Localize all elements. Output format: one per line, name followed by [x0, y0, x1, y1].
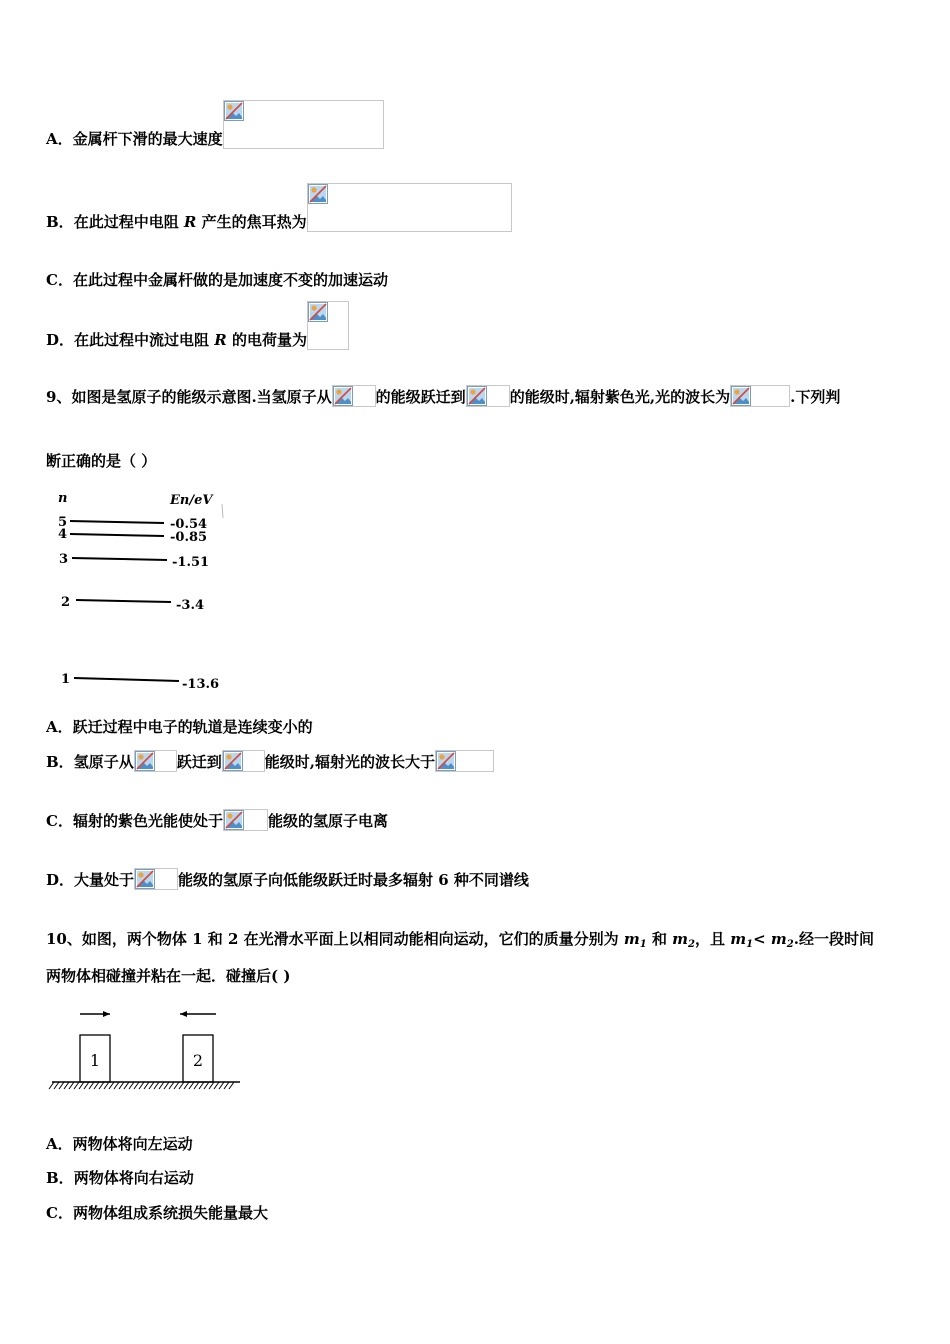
broken-image-icon — [731, 386, 751, 406]
level-line-1 — [74, 678, 179, 681]
hatch-mark — [169, 1082, 174, 1089]
level-energy-label: -0.85 — [170, 530, 208, 545]
q8-option-a: A．金属杆下滑的最大速度 — [46, 100, 384, 149]
hatch-mark — [184, 1082, 189, 1089]
level-n-label: 1 — [61, 672, 71, 687]
level-line-3 — [72, 558, 167, 560]
hatch-mark — [59, 1082, 64, 1089]
q9-option-c: C．辐射的紫色光能使处于 能级的氢原子电离 — [46, 809, 388, 831]
formula-image-placeholder — [134, 868, 178, 890]
broken-image-icon — [224, 810, 244, 830]
broken-image-icon — [135, 751, 155, 771]
hatch-mark — [189, 1082, 194, 1089]
broken-image-icon — [135, 869, 155, 889]
broken-image-icon — [308, 184, 328, 204]
hatch-mark — [194, 1082, 199, 1089]
formula-image-placeholder — [730, 385, 790, 407]
formula-image-placeholder — [435, 750, 494, 772]
formula-image-placeholder — [222, 750, 265, 772]
hatch-mark — [139, 1082, 144, 1089]
hatch-mark — [144, 1082, 149, 1089]
broken-image-icon — [436, 751, 456, 771]
formula-image-placeholder — [332, 385, 376, 407]
hatch-mark — [109, 1082, 114, 1089]
q9-option-b: B．氢原子从 跃迁到 能级时,辐射光的波长大于 — [46, 750, 494, 772]
hatch-mark — [179, 1082, 184, 1089]
hatch-mark — [84, 1082, 89, 1089]
q8-option-d: D．在此过程中流过电阻 R 的电荷量为 — [46, 301, 349, 350]
hatch-mark — [129, 1082, 134, 1089]
hatch-mark — [174, 1082, 179, 1089]
hatch-mark — [149, 1082, 154, 1089]
hatch-mark — [74, 1082, 79, 1089]
formula-image-placeholder — [134, 750, 177, 772]
formula-image-placeholder — [307, 301, 349, 350]
level-line-2 — [76, 600, 171, 602]
energy-axis-label: En/eV — [170, 493, 213, 508]
formula-image-placeholder — [223, 809, 268, 831]
hatch-mark — [164, 1082, 169, 1089]
level-energy-label: -0.54 — [170, 517, 208, 532]
level-n-label: 4 — [58, 527, 68, 542]
q10-stem-line1: 10、如图，两个物体 1 和 2 在光滑水平面上以相同动能相向运动，它们的质量分别为 $m_1$ 和 $m_2$，且 $m_1< m_2$.经一段时间 — [46, 930, 874, 950]
hatch-mark — [49, 1082, 54, 1089]
hatch-mark — [124, 1082, 129, 1089]
hatch-mark — [199, 1082, 204, 1089]
collision-diagram — [46, 1003, 246, 1098]
hatch-mark — [209, 1082, 214, 1089]
energy-level-diagram — [46, 486, 246, 696]
formula-image-placeholder — [466, 385, 510, 407]
broken-image-icon — [308, 302, 328, 322]
hatch-mark — [54, 1082, 59, 1089]
level-n-label: 3 — [59, 552, 69, 567]
formula-image-placeholder — [307, 183, 512, 232]
hatch-mark — [154, 1082, 159, 1089]
hatch-mark — [204, 1082, 209, 1089]
hatch-mark — [229, 1082, 234, 1089]
q9-stem-line2: 断正确的是（ ） — [46, 452, 157, 470]
hatch-mark — [94, 1082, 99, 1089]
q10-stem-line2: 两物体相碰撞并粘在一起．碰撞后( ) — [46, 967, 291, 985]
level-line-4 — [70, 534, 164, 536]
hatch-mark — [159, 1082, 164, 1089]
hatch-mark — [99, 1082, 104, 1089]
hatch-mark — [224, 1082, 229, 1089]
block-2-label: 2 — [192, 1051, 204, 1070]
hatch-mark — [79, 1082, 84, 1089]
n-axis-label: n — [58, 491, 68, 506]
level-energy-label: -13.6 — [182, 677, 220, 692]
level-energy-label: -1.51 — [172, 555, 210, 570]
hatch-mark — [134, 1082, 139, 1089]
level-line-5 — [70, 521, 164, 523]
q9-stem-line1: 9、如图是氢原子的能级示意图.当氢原子从 的能级跃迁到 的能级时,辐射紫色光,光的波长为 .下列判 — [46, 385, 840, 407]
hatch-mark — [214, 1082, 219, 1089]
broken-image-icon — [467, 386, 487, 406]
q9-option-a: A．跃迁过程中电子的轨道是连续变小的 — [46, 718, 313, 736]
q10-option-a: A．两物体将向左运动 — [46, 1135, 193, 1153]
q10-option-b: B．两物体将向右运动 — [46, 1169, 194, 1187]
hatch-mark — [114, 1082, 119, 1089]
hatch-mark — [219, 1082, 224, 1089]
broken-image-icon — [223, 751, 243, 771]
hatch-mark — [89, 1082, 94, 1089]
q8-option-b: B．在此过程中电阻 R 产生的焦耳热为 — [46, 183, 512, 232]
broken-image-icon — [224, 101, 244, 121]
q10-option-c: C．两物体组成系统损失能量最大 — [46, 1204, 268, 1222]
q8-option-c: C．在此过程中金属杆做的是加速度不变的加速运动 — [46, 271, 388, 289]
level-n-label: 5 — [58, 515, 68, 530]
block-1-label: 1 — [89, 1051, 101, 1070]
level-energy-label: -3.4 — [176, 598, 205, 613]
q9-option-d: D．大量处于 能级的氢原子向低能级跃迁时最多辐射 6 种不同谱线 — [46, 868, 529, 890]
hatch-mark — [104, 1082, 109, 1089]
formula-image-placeholder — [223, 100, 384, 149]
level-n-label: 2 — [61, 595, 71, 610]
hatch-mark — [64, 1082, 69, 1089]
ground-hatching — [49, 1082, 234, 1089]
broken-image-icon — [333, 386, 353, 406]
hatch-mark — [69, 1082, 74, 1089]
hatch-mark — [119, 1082, 124, 1089]
